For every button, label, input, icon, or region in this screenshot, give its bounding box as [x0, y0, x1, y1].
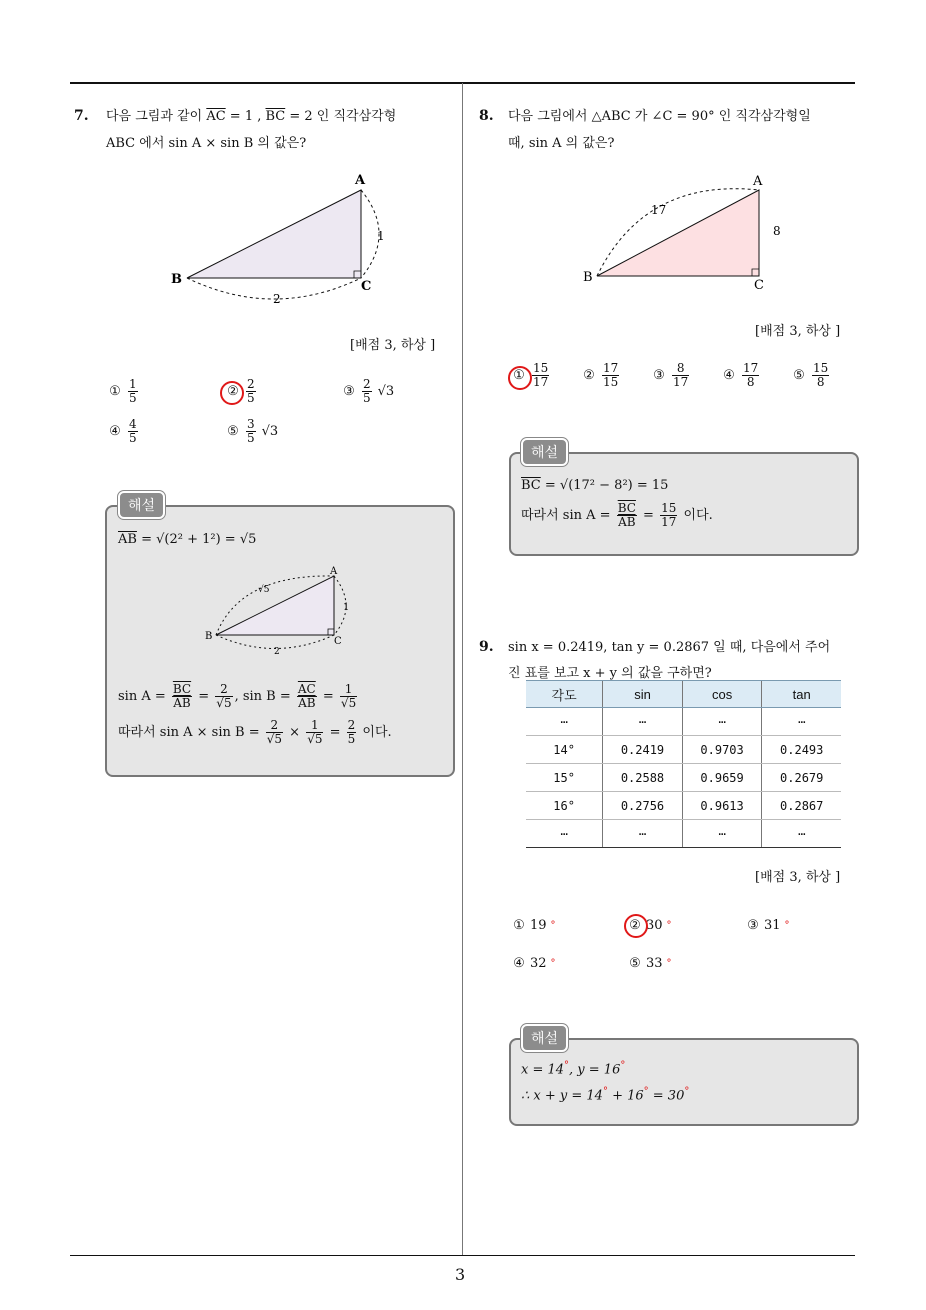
table-row: [526, 764, 841, 792]
q9-number: 9.: [479, 639, 494, 655]
table-cell: ⋯: [526, 708, 603, 736]
table-cell: 0.2493: [762, 736, 841, 764]
degree-mark: °: [643, 1086, 649, 1097]
q7-expl-label-a: A: [330, 566, 338, 577]
q8-choice-5-num: ⑤: [793, 368, 805, 383]
q8-choice-5[interactable]: [792, 362, 831, 389]
table-cell: ⋯: [526, 820, 603, 848]
q7-number: 7.: [74, 108, 89, 124]
q8-answer-mark: [508, 366, 532, 390]
q8-choice-2-frac: $\frac{17}{15}$: [603, 361, 619, 389]
degree-mark: °: [684, 1086, 690, 1097]
q8-number: 8.: [479, 108, 494, 124]
q8-triangle: [597, 190, 759, 276]
q7-eq2: = 2 인 직각삼각형: [285, 109, 397, 124]
table-cell: 0.2756: [603, 792, 683, 820]
q9-choice-3-num: ③: [747, 918, 759, 933]
q9-choice-5-num: ⑤: [629, 956, 641, 971]
table-cell: 0.2419: [603, 736, 683, 764]
q8-expl-eq: =: [638, 508, 659, 523]
q8-expl-line2-post: 이다.: [679, 508, 713, 523]
q7-choice-5[interactable]: [226, 418, 278, 445]
q7-line2: ABC 에서 sin A × sin B 의 값은?: [106, 136, 307, 151]
q7-expl-label-b: B: [205, 631, 213, 642]
q7-line1-pre: 다음 그림과 같이: [106, 109, 207, 124]
q8-score: [배점 3, 하상 ]: [755, 324, 841, 339]
degree-mark: °: [784, 920, 790, 931]
q7-label-c: C: [361, 279, 372, 294]
q8-expl-result: $\frac{15}{17}$: [661, 501, 677, 529]
q9-expl-line2: [521, 1082, 689, 1106]
table-cell: 14°: [526, 736, 603, 764]
q9-choice-1-val: 19: [530, 918, 547, 933]
table-cell: ⋯: [603, 708, 683, 736]
q7-choice-3-tail: √3: [377, 384, 395, 399]
table-cell: 0.9659: [682, 764, 762, 792]
q8-label-side-ab: 17: [651, 203, 667, 217]
q7-choice-4-frac: $\frac{4}{5}$: [129, 417, 137, 445]
q7-eq1: = 1 ,: [225, 109, 266, 124]
q8-expl-bc: $\overline{BC}$: [521, 478, 541, 493]
q7-expl-frac-a: $\frac{2}{√5}$: [216, 682, 232, 710]
q7-expl-line2: sin A = $\frac{\overline{BC}}{AB}$ = $\frac{2}{√5}$ , sin B = $\frac{\overline{AC}}{AB}$ = $\frac{1}{√5}$: [118, 682, 357, 710]
q7-expl-label-ac: 1: [343, 602, 350, 613]
q7-expl-frac-b: $\frac{1}{√5}$: [340, 682, 357, 710]
q9-table-header-row: [526, 681, 841, 708]
q8-expl-line2-pre: 따라서 sin A =: [521, 508, 615, 523]
q8-triangle-figure: [575, 168, 805, 298]
q9-trig-table: [526, 680, 841, 848]
q7-choice-2-num: ②: [227, 384, 239, 399]
q8-expl-frac-bc-ab: $\frac{\overline{BC}}{AB}$: [617, 501, 636, 529]
q7-label-a: A: [355, 173, 366, 188]
q8-choice-3[interactable]: [652, 362, 691, 389]
q7-line1: [106, 104, 396, 130]
table-cell: 16°: [526, 792, 603, 820]
q8-expl-line1-rest: = √(17² − 8²) = 15: [540, 478, 669, 493]
q9-explanation-tag: 해설: [521, 1024, 568, 1052]
q7-label-side-bc: 2: [273, 292, 281, 306]
q7-choice-4-num: ④: [109, 424, 121, 439]
q8-label-a: A: [753, 174, 763, 189]
q8-label-side-ac: 8: [773, 224, 781, 238]
q9-expl-sum-c: = 30: [648, 1088, 685, 1104]
q7-expl-eq-a: =: [194, 689, 214, 704]
table-row: [526, 708, 841, 736]
q8-choice-5-frac: $\frac{15}{8}$: [813, 361, 829, 389]
q9-choice-4-val: 32: [530, 956, 547, 971]
q7-expl-triangle: [216, 576, 334, 635]
q9-choice-2-val: 30: [646, 918, 663, 933]
q8-choice-1-frac: $\frac{15}{17}$: [533, 361, 549, 389]
q9-choice-3[interactable]: [746, 918, 790, 933]
q7-label-side-ac: 1: [377, 229, 385, 243]
degree-mark: °: [666, 920, 672, 931]
q8-choice-3-num: ③: [653, 368, 665, 383]
q7-choice-1-frac: $\frac{1}{5}$: [129, 377, 137, 405]
q9-choice-5[interactable]: [628, 956, 672, 971]
q7-expl-frac-ac-ab: $\frac{\overline{AC}}{AB}$: [297, 682, 316, 710]
page-number: 3: [455, 1265, 466, 1284]
q9-choice-4-num: ④: [513, 956, 525, 971]
q7-expl-label-bc: 2: [274, 647, 280, 657]
q7-expl-sinb: , sin B =: [234, 689, 295, 704]
q7-expl-label-c: C: [334, 636, 342, 647]
q7-triangle: [187, 190, 361, 278]
q7-choice-5-tail: √3: [261, 424, 279, 439]
q9-choice-3-val: 31: [764, 918, 781, 933]
q7-choice-1[interactable]: [108, 378, 140, 405]
degree-mark: °: [564, 1060, 570, 1071]
q7-expl-ab-eq: = √(2² + 1²) = √5: [136, 532, 257, 547]
degree-mark: °: [620, 1060, 626, 1071]
q7-expl-m2: $\frac{1}{√5}$: [307, 718, 323, 746]
q7-explanation-tag: 해설: [118, 491, 165, 519]
q9-expl-line1: [521, 1056, 625, 1080]
table-cell: ⋯: [682, 708, 762, 736]
q9-expl-x: x = 14: [521, 1062, 565, 1078]
q9-expl-sum-a: ∴ x + y = 14: [521, 1088, 603, 1104]
q7-expl-times: ×: [285, 725, 305, 740]
q9-choice-2-num: ②: [629, 918, 641, 933]
q8-line2: 때, sin A 의 값은?: [508, 136, 615, 151]
q7-expl-figure: [200, 562, 360, 657]
q9-header-tan: tan: [762, 681, 841, 708]
q7-choice-4[interactable]: [108, 418, 140, 445]
q7-choice-5-num: ⑤: [227, 424, 239, 439]
column-divider: [462, 83, 463, 1256]
q9-header-angle: 각도: [526, 681, 603, 708]
q7-bc-segment: $\overline{BC}$: [265, 109, 286, 124]
q7-choice-5-frac: $\frac{3}{5}$: [247, 417, 255, 445]
q7-expl-line3-pre: 따라서 sin A × sin B =: [118, 725, 264, 740]
q7-score: [배점 3, 하상 ]: [350, 338, 436, 353]
q8-explanation-tag: 해설: [521, 438, 568, 466]
q7-choice-1-num: ①: [109, 384, 121, 399]
q8-expl-line2: [521, 497, 713, 535]
q8-label-c: C: [754, 278, 764, 293]
q9-line2: 진 표를 보고 x + y 의 값을 구하면?: [508, 666, 712, 681]
degree-mark: °: [666, 958, 672, 969]
q7-expl-line1: [118, 530, 256, 550]
q7-expl-sina: sin A =: [118, 689, 170, 704]
q8-expl-line1: [521, 476, 668, 496]
table-cell: 0.9703: [682, 736, 762, 764]
q9-choice-5-val: 33: [646, 956, 663, 971]
q8-choice-3-frac: $\frac{8}{17}$: [673, 361, 689, 389]
q7-expl-m1: $\frac{2}{√5}$: [266, 718, 283, 746]
q8-choice-2-num: ②: [583, 368, 595, 383]
q8-label-b: B: [583, 270, 593, 285]
table-cell: 0.2588: [603, 764, 683, 792]
table-cell: ⋯: [762, 820, 841, 848]
q9-score: [배점 3, 하상 ]: [755, 870, 841, 885]
q8-choice-4-num: ④: [723, 368, 735, 383]
q9-choice-1[interactable]: [512, 918, 556, 933]
q8-choice-2[interactable]: [582, 362, 621, 389]
q7-ac-segment: $\overline{AC}$: [206, 109, 226, 124]
table-row: [526, 736, 841, 764]
q7-choice-3[interactable]: [342, 378, 394, 405]
q7-expl-ab: $\overline{AB}$: [118, 532, 137, 547]
q7-expl-label-hyp: √5: [258, 585, 270, 595]
degree-mark: °: [602, 1086, 608, 1097]
degree-mark: °: [550, 958, 556, 969]
q9-choice-1-num: ①: [513, 918, 525, 933]
q7-expl-result: $\frac{2}{5}$: [347, 718, 356, 746]
degree-mark: °: [550, 920, 556, 931]
table-row: [526, 792, 841, 820]
q9-answer-mark: [624, 914, 648, 938]
table-cell: ⋯: [682, 820, 762, 848]
q8-choice-4[interactable]: [722, 362, 761, 389]
table-cell: 0.2867: [762, 792, 841, 820]
q7-choice-3-num: ③: [343, 384, 355, 399]
q9-header-cos: cos: [682, 681, 762, 708]
q9-expl-sum-b: + 16: [607, 1088, 644, 1104]
table-row: [526, 820, 841, 848]
q9-expl-y: , y = 16: [569, 1062, 621, 1078]
table-cell: ⋯: [603, 820, 683, 848]
q8-choice-4-frac: $\frac{17}{8}$: [743, 361, 759, 389]
table-cell: 0.2679: [762, 764, 841, 792]
q7-label-b: B: [171, 272, 182, 287]
q9-header-sin: sin: [603, 681, 683, 708]
q8-choice-1-num: ①: [513, 368, 525, 383]
q7-answer-mark: [220, 381, 244, 405]
q7-expl-frac-bc-ab: $\frac{\overline{BC}}{AB}$: [172, 682, 192, 710]
table-cell: ⋯: [762, 708, 841, 736]
q7-expl-line3-post: 이다.: [358, 725, 392, 740]
table-cell: 15°: [526, 764, 603, 792]
q7-choice-2-frac: $\frac{2}{5}$: [247, 377, 255, 405]
q9-line1: sin x = 0.2419, tan y = 0.2867 일 때, 다음에서 주어: [508, 640, 831, 655]
bottom-rule: [70, 1255, 855, 1256]
q7-choice-3-frac: $\frac{2}{5}$: [363, 377, 371, 405]
q7-expl-line3: 따라서 sin A × sin B = $\frac{2}{√5}$ × $\frac{1}{√5}$ = $\frac{2}{5}$ 이다.: [118, 718, 392, 746]
q9-choice-4[interactable]: [512, 956, 556, 971]
q8-line1: 다음 그림에서 △ABC 가 ∠C = 90° 인 직각삼각형일: [508, 109, 811, 124]
q7-triangle-figure: [165, 168, 405, 308]
table-cell: 0.9613: [682, 792, 762, 820]
